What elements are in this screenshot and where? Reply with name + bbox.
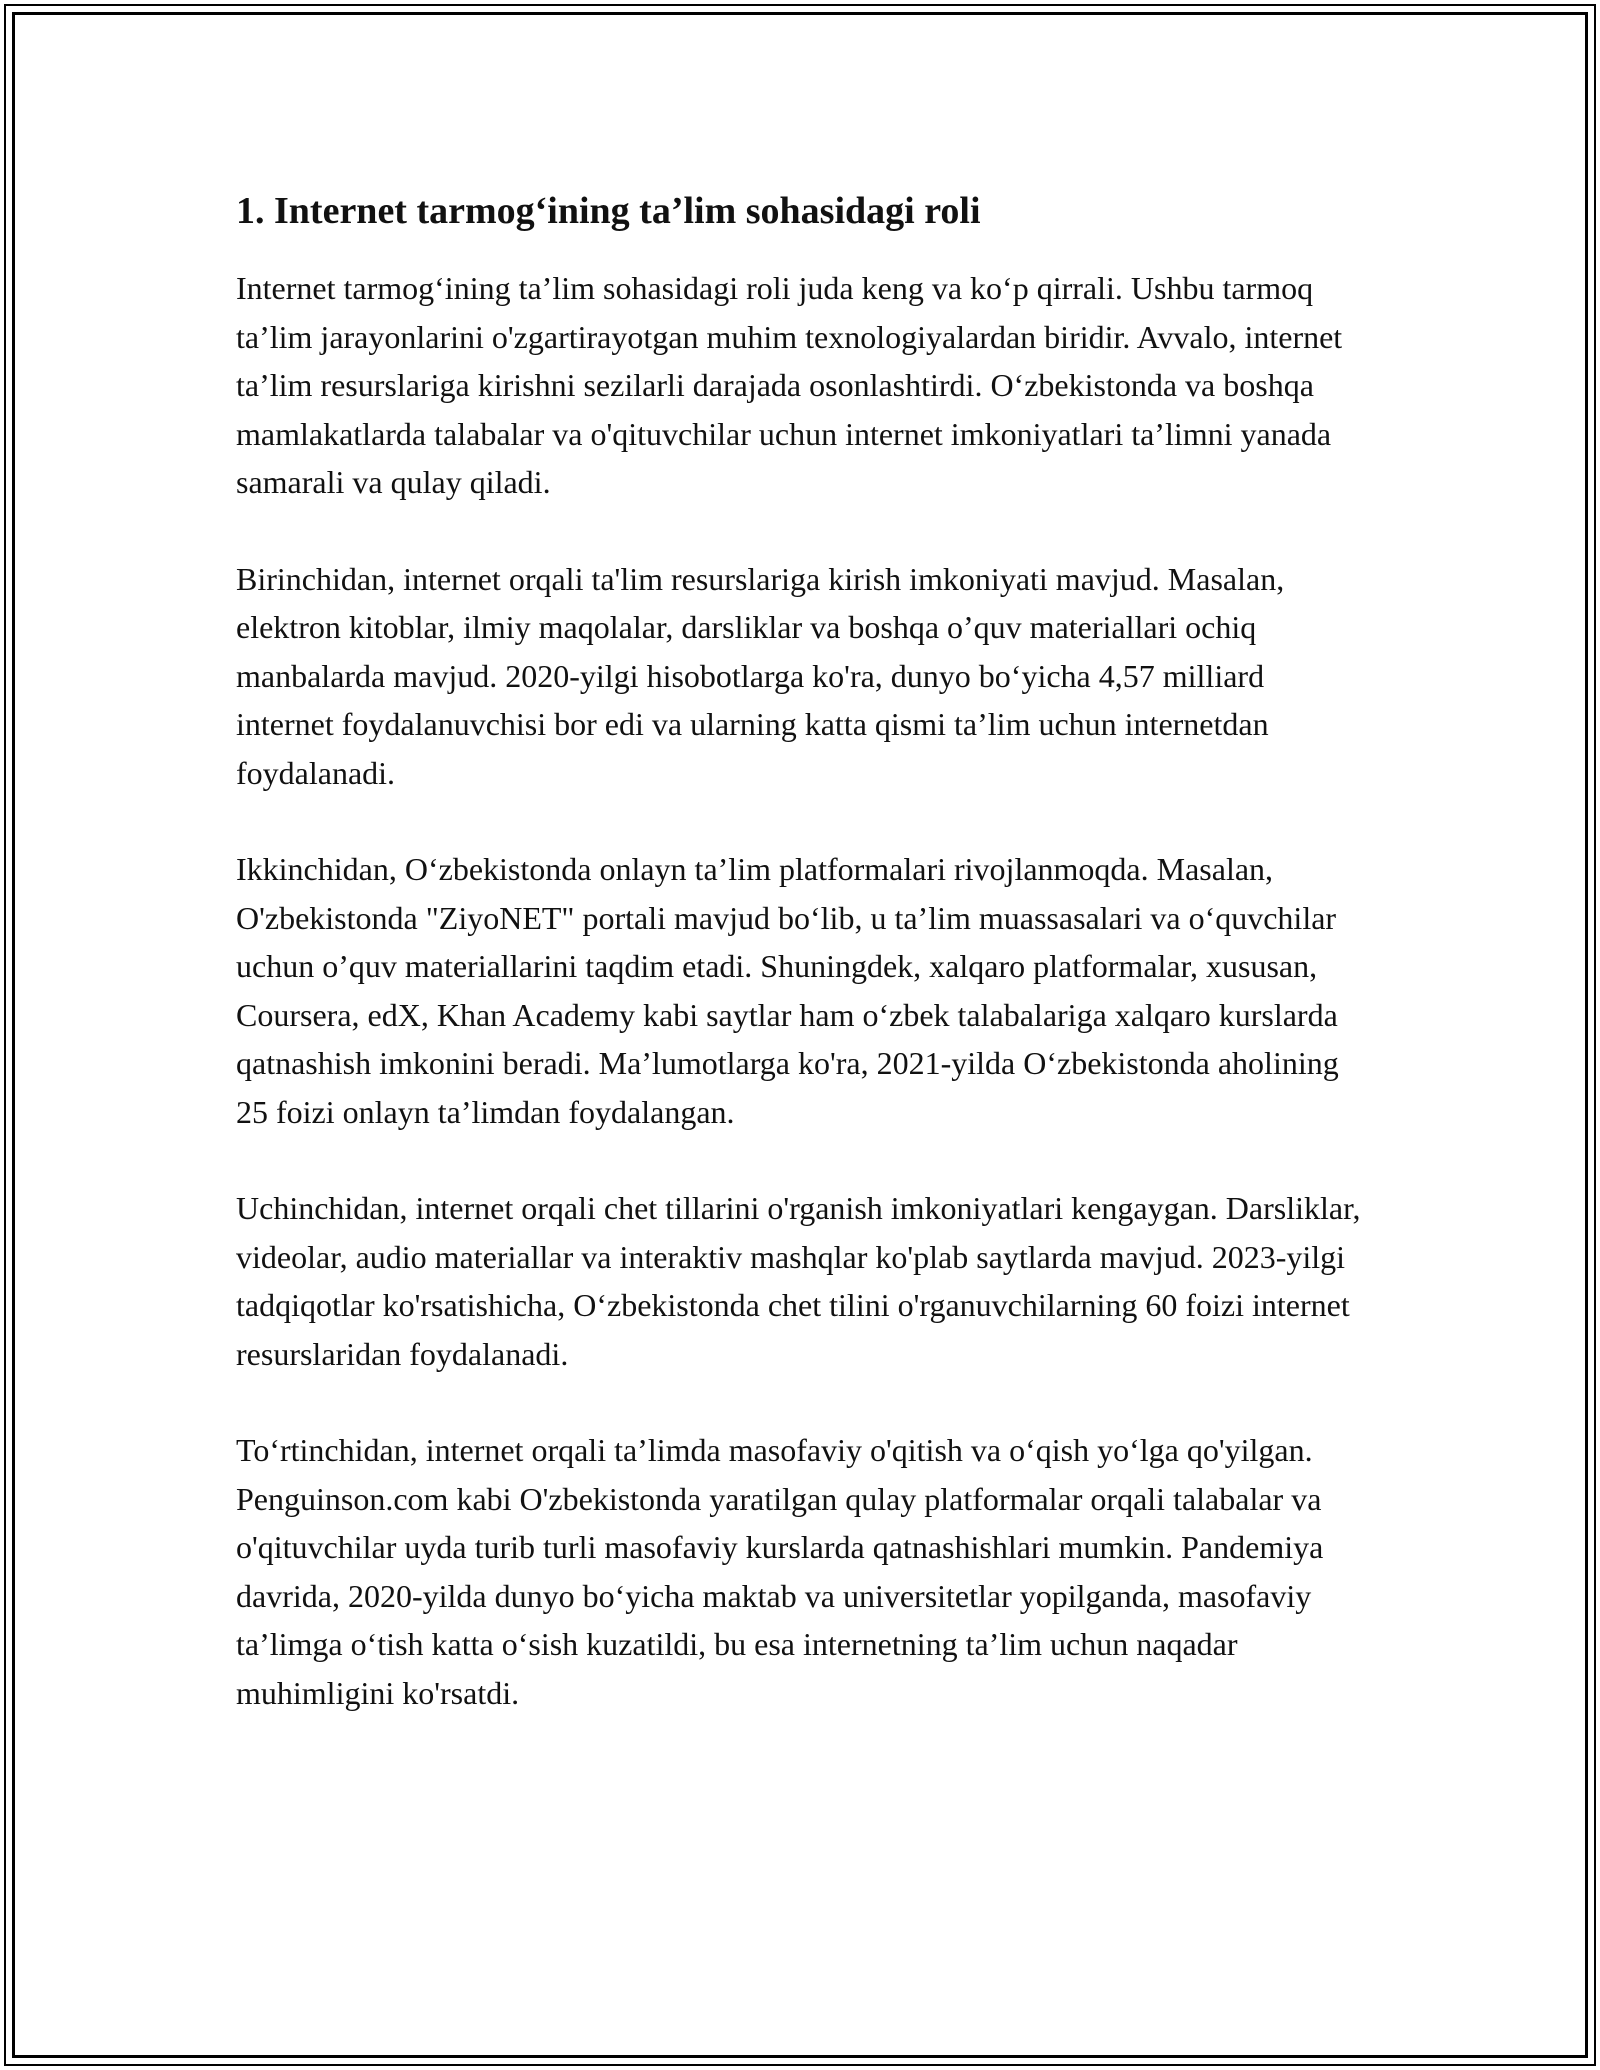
paragraph-first: Birinchidan, internet orqali ta'lim resurslariga kirish imkoniyati mavjud. Masalan, elektron kitoblar, ilmiy maqolalar, darsliklar va boshqa o’quv materiallari ochiq manbalarda mavjud. 2020-yilgi hisobotlarga ko'ra, dunyo bo‘yicha 4,57 milliard internet foydalanuvchisi bor edi va ularning katta qismi ta’lim uchun internetdan foydalanadi.: [236, 560, 1285, 791]
paragraph-fourth: To‘rtinchidan, internet orqali ta’limda masofaviy o'qitish va o‘qish yo‘lga qo'yilgan. Penguinson.com kabi O'zbekistonda yaratilgan qulay platformalar orqali talabalar va o'qituvchilar uyda turib turli masofaviy kurslarda qatnashishlari mumkin. Pandemiya davrida, 2020-yilda dunyo bo‘yicha maktab va universitetlar yopilganda, masofaviy ta’limga o‘tish katta o‘sish kuzatildi, bu esa internetning ta’lim uchun naqadar muhimligini ko'rsatdi.: [236, 1432, 1324, 1711]
section-heading: 1. Internet tarmog‘ining ta’lim sohasidagi roli: [236, 190, 981, 232]
paragraph-second: Ikkinchidan, O‘zbekistonda onlayn ta’lim platformalari rivojlanmoqda. Masalan, O'zbekistonda "ZiyoNET" portali mavjud bo‘lib, u ta’lim muassasalari va o‘quvchilar uchun o’quv materiallarini taqdim etadi. Shuningdek, xalqaro platformalar, xususan, Coursera, edX, Khan Academy kabi saytlar ham o‘zbek talabalariga xalqaro kurslarda qatnashish imkonini beradi. Ma’lumotlarga ko'ra, 2021-yilda O‘zbekistonda aholining 25 foizi onlayn ta’limdan foydalangan.: [236, 851, 1339, 1130]
paragraph-intro: Internet tarmog‘ining ta’lim sohasidagi roli juda keng va ko‘p qirrali. Ushbu tarmoq ta’lim jarayonlarini o'zgartirayotgan muhim texnologiyalardan biridir. Avvalo, internet ta’lim resurslariga kirishni sezilarli darajada osonlashtirdi. O‘zbekistonda va boshqa mamlakatlarda talabalar va o'qituvchilar uchun internet imkoniyatlari ta’limni yanada samarali va qulay qiladi.: [236, 270, 1343, 500]
document-body: [236, 186, 1366, 1717]
paragraph-third: Uchinchidan, internet orqali chet tillarini o'rganish imkoniyatlari kengaygan. Darsliklar, videolar, audio materiallar va interaktiv mashqlar ko'plab saytlarda mavjud. 2023-yilgi tadqiqotlar ko'rsatishicha, O‘zbekistonda chet tilini o'rganuvchilarning 60 foizi internet resurslaridan foydalanadi.: [236, 1190, 1361, 1372]
